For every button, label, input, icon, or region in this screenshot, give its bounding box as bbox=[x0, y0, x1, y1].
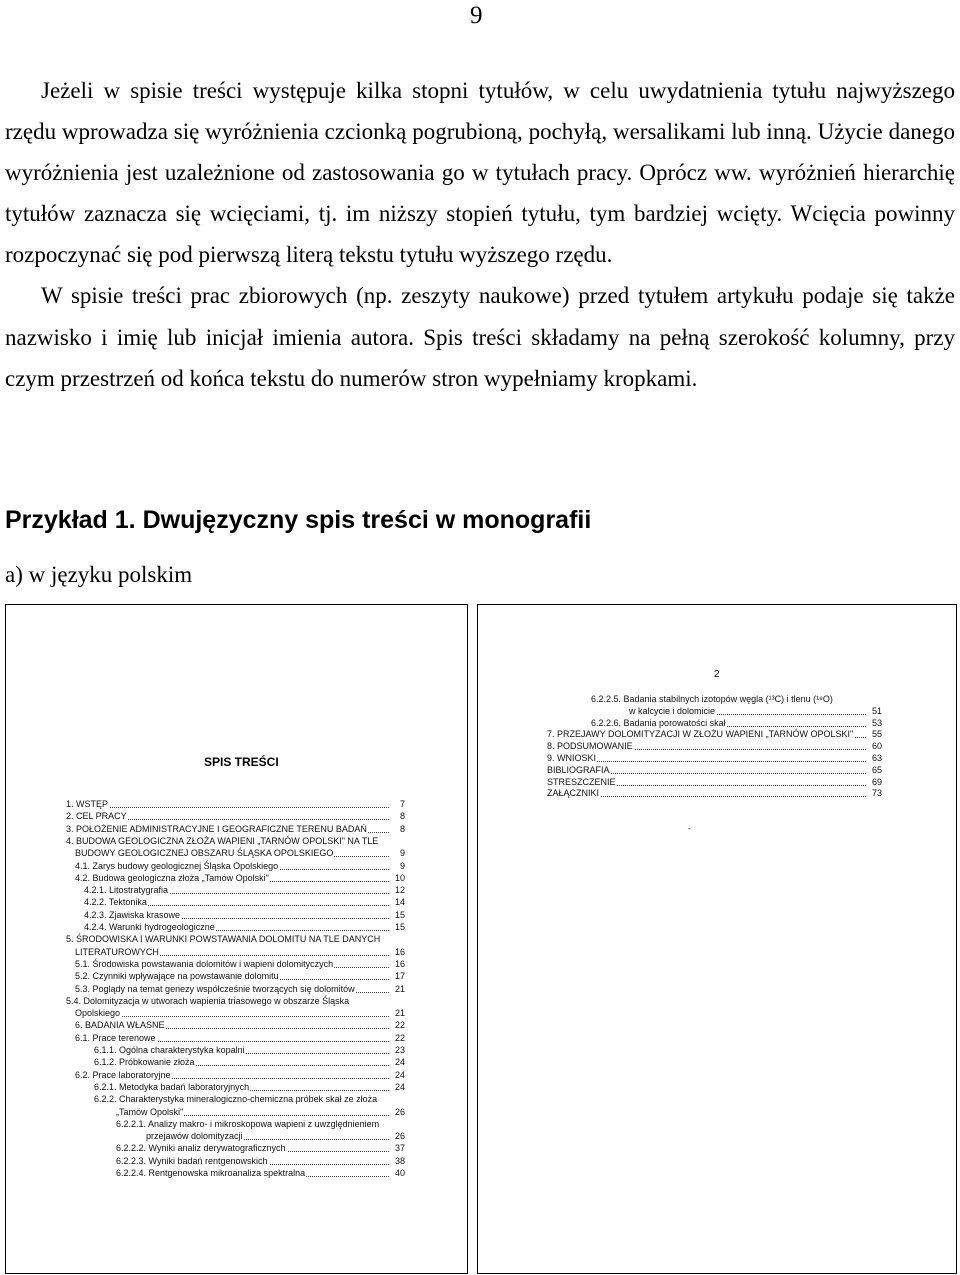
toc-entry-label: 4.2.1. Litostratygrafia bbox=[84, 885, 169, 896]
body-text bbox=[5, 70, 955, 399]
toc-entry-label: 6.2.2.4. Rentgenowska mikroanaliza spektralna bbox=[116, 1168, 306, 1178]
toc-entry-page: 21 bbox=[394, 1008, 405, 1019]
toc-entry-label: 1. WSTĘP bbox=[66, 799, 109, 809]
toc-entry-label: przejawów dolomityzacji bbox=[146, 1131, 243, 1142]
toc-entry-page: 12 bbox=[394, 885, 405, 896]
toc-entry bbox=[547, 777, 882, 788]
toc-entry bbox=[94, 1045, 405, 1056]
toc-entry-page: 9 bbox=[399, 848, 405, 859]
toc-scan-page-2 bbox=[477, 604, 957, 1274]
toc-entry-label: 7. PRZEJAWY DOLOMITYZACJI W ZŁOŻU WAPIENI „TARNÓW OPOLSKI" bbox=[547, 729, 854, 740]
toc-entry-page: 16 bbox=[394, 958, 405, 969]
toc-entry-page: 53 bbox=[871, 717, 882, 728]
toc-entry bbox=[75, 1070, 405, 1081]
toc-entry-page: 37 bbox=[394, 1143, 405, 1154]
toc-entry-label: 4.2.3. Zjawiska krasowe bbox=[84, 909, 181, 920]
toc-entry bbox=[116, 1168, 405, 1179]
toc-entry-label: 5.3. Poglądy na temat genezy współcześnie tworzących się dolomitów bbox=[75, 983, 355, 994]
toc-entry bbox=[547, 729, 882, 740]
toc-entry-page: 69 bbox=[871, 776, 882, 787]
toc-entry-label: 4.1. Zarys budowy geologicznej Śląska Opolskiego bbox=[75, 860, 279, 871]
toc-entry-page: 73 bbox=[871, 788, 882, 799]
page-number: 9 bbox=[470, 2, 483, 29]
toc-entry bbox=[75, 984, 405, 995]
toc-entry bbox=[66, 811, 405, 822]
toc-leader-dots bbox=[66, 799, 389, 808]
toc-entry-page: 15 bbox=[394, 909, 405, 920]
sub-heading: a) w języku polskim bbox=[5, 562, 193, 587]
toc-entry-label: 5.2. Czynniki wpływające na powstawanie dolomitu bbox=[75, 971, 279, 982]
toc-entry-page: 22 bbox=[394, 1020, 405, 1031]
toc-entry bbox=[66, 996, 405, 1007]
toc-entry-label: LITERATUROWYCH bbox=[75, 946, 159, 957]
toc-entry bbox=[146, 1131, 405, 1142]
toc-entry bbox=[94, 1057, 405, 1068]
toc-scan-page-1 bbox=[5, 604, 468, 1274]
toc-entry bbox=[84, 885, 405, 896]
toc-entry-label: 6. BADANIA WŁASNE bbox=[75, 1020, 165, 1031]
toc-entry bbox=[116, 1107, 405, 1118]
toc-entry-label: 6.2. Prace laboratoryjne bbox=[75, 1069, 171, 1080]
toc-leader-dots bbox=[75, 1008, 389, 1017]
toc-entry-page: 65 bbox=[871, 764, 882, 775]
toc-entry-page: 14 bbox=[394, 897, 405, 908]
toc-entry-label: 6.2.1. Metodyka badań laboratoryjnych bbox=[94, 1081, 250, 1092]
toc-entry-page: 10 bbox=[394, 872, 405, 883]
toc-entry bbox=[94, 1094, 405, 1105]
toc-entry bbox=[547, 765, 882, 776]
toc-entry-label: BIBLIOGRAFIA bbox=[547, 764, 610, 775]
toc-entry bbox=[84, 897, 405, 908]
toc-entry-page: 24 bbox=[394, 1081, 405, 1092]
toc-entry-label: BUDOWY GEOLOGICZNEJ OBSZARU ŚLĄSKA OPOLSKIEGO bbox=[75, 848, 334, 859]
toc-entry-page: 17 bbox=[394, 971, 405, 982]
toc-entry-page: 8 bbox=[399, 811, 405, 822]
toc-entry bbox=[116, 1156, 405, 1167]
toc-entry-page: 40 bbox=[394, 1168, 405, 1178]
toc-entry-page: 55 bbox=[871, 729, 882, 740]
toc-entry-label: 6.2.2.1. Analizy makro- i mikroskopowa wapieni z uwzględnieniem bbox=[116, 1118, 380, 1129]
toc-entry-page: 26 bbox=[394, 1131, 405, 1142]
toc-entry-page: 24 bbox=[394, 1069, 405, 1080]
scan-mark: - bbox=[688, 824, 691, 833]
toc-entry-page: 15 bbox=[394, 922, 405, 932]
toc-entry bbox=[66, 934, 405, 945]
paragraph: Jeżeli w spisie treści występuje kilka stopni tytułów, w celu uwydatnienia tytułu najwyższego rzędu wprowadza się wyróżnienia czcionką pogrubioną, pochyłą, wersalikami lub inną. Użycie danego wyróżnienia jest uzależnione od zastosowania go w tytułach pracy. Oprócz ww. wyróżnień hierarchię tytułów zaznacza się wcięciami, tj. im niższy stopień tytułu, tym bardziej wcięty. Wcięcia powinny rozpoczynać się pod pierwszą literą tekstu tytułu wyższego rzędu. bbox=[5, 78, 955, 268]
toc-entry-label: 4.2. Budowa geologiczna złoża „Tamów Opolski" bbox=[75, 872, 269, 883]
toc-entry bbox=[116, 1143, 405, 1154]
toc-entry-page: 26 bbox=[394, 1106, 405, 1117]
toc-title: SPIS TREŚCI bbox=[204, 755, 279, 769]
toc-entry-page: 63 bbox=[871, 753, 882, 763]
toc-entry bbox=[75, 1033, 405, 1044]
toc-entry bbox=[116, 1119, 405, 1130]
toc-entry-page: 9 bbox=[399, 860, 405, 871]
toc-entry-label: 3. POŁOŻENIE ADMINISTRACYJNE I GEOGRAFICZNE TERENU BADAŃ bbox=[66, 823, 367, 834]
toc-entry-label: 4.2.2. Tektonika bbox=[84, 897, 147, 908]
toc-entry bbox=[75, 848, 405, 859]
toc-entry bbox=[94, 1082, 405, 1093]
toc-entry-label: 4.2.4. Warunki hydrogeologiczne bbox=[84, 922, 215, 932]
toc-entry-label: Opolskiego bbox=[75, 1008, 121, 1019]
toc-entry-label: 2. CEL PRACY bbox=[66, 811, 127, 822]
toc-entry-label: ZAŁĄCZNIKI bbox=[547, 788, 600, 799]
scan-page-number: 2 bbox=[714, 669, 720, 680]
toc-entry-label: 6.2.2.6. Badania porowatości skał bbox=[591, 717, 726, 728]
toc-entry-page: 23 bbox=[394, 1045, 405, 1055]
toc-entry-page: 51 bbox=[871, 705, 882, 716]
toc-entry bbox=[547, 788, 882, 799]
toc-entry bbox=[66, 799, 405, 810]
toc-entry-page: 16 bbox=[394, 946, 405, 957]
toc-entry bbox=[66, 824, 405, 835]
toc-entry-page: 38 bbox=[394, 1155, 405, 1166]
toc-entry-page: 24 bbox=[394, 1057, 405, 1068]
toc-entry bbox=[75, 959, 405, 970]
toc-entry bbox=[75, 873, 405, 884]
toc-entry-label: STRESZCZENIE bbox=[547, 776, 616, 787]
toc-entry bbox=[66, 836, 405, 847]
toc-entry bbox=[84, 922, 405, 933]
toc-entry-label: 5. ŚRODOWISKA I WARUNKI POWSTAWANIA DOLOMITU NA TLE DANYCH bbox=[66, 934, 381, 945]
toc-entry-label: 8. PODSUMOWANIE bbox=[547, 741, 633, 752]
paragraph: W spisie treści prac zbiorowych (np. zeszyty naukowe) przed tytułem artykułu podaje się także nazwisko i imię lub inicjał imienia autora. Spis treści składamy na pełną szerokość kolumny, przy czym przestrzeń od końca tekstu do numerów stron wypełniamy kropkami. bbox=[5, 283, 955, 391]
toc-entry-label: 6.1.1. Ogólna charakterystyka kopalni bbox=[94, 1045, 245, 1055]
toc-entry bbox=[547, 753, 882, 764]
toc-entry-page: 7 bbox=[399, 799, 405, 809]
toc-entry bbox=[75, 1020, 405, 1031]
toc-entry-label: 6.2.2. Charakterystyka mineralogiczno-chemiczna próbek skał ze złoża bbox=[94, 1094, 378, 1105]
toc-entry-label: 9. WNIOSKI bbox=[547, 753, 597, 763]
toc-entry-page: 22 bbox=[394, 1032, 405, 1043]
toc-entry bbox=[591, 694, 882, 705]
toc-entry-page: 60 bbox=[871, 741, 882, 752]
toc-entry-label: 6.2.2.3. Wyniki badań rentgenowskich bbox=[116, 1155, 268, 1166]
toc-entry-label: 6.1. Prace terenowe bbox=[75, 1032, 156, 1043]
toc-entry bbox=[84, 910, 405, 921]
toc-entry bbox=[75, 1008, 405, 1019]
toc-entry-label: w kalcycie i dolomicie bbox=[629, 705, 716, 716]
toc-entry bbox=[75, 861, 405, 872]
toc-entry bbox=[75, 971, 405, 982]
toc-entry-label: 6.1.2. Próbkowanie złoża bbox=[94, 1057, 195, 1068]
toc-entry-label: 4. BUDOWA GEOLOGICZNA ZŁOŻA WAPIENI „TARNÓW OPOLSKI" NA TLE bbox=[66, 835, 379, 846]
toc-entry-label: 6.2.2.5. Badania stabilnych izotopów węgla (¹³C) i tlenu (¹⁸O) bbox=[591, 694, 833, 704]
toc-entry-label: 5.1. Środowiska powstawania dolomitów i wapieni dolomityczych bbox=[75, 958, 334, 969]
toc-entry-page: 21 bbox=[394, 983, 405, 994]
toc-entry bbox=[547, 741, 882, 752]
example-heading: Przykład 1. Dwujęzyczny spis treści w monografii bbox=[5, 506, 592, 534]
toc-entry-label: „Tamów Opolski" bbox=[116, 1106, 184, 1117]
toc-entry bbox=[629, 706, 882, 717]
toc-entry-label: 5.4. Dolomityzacja w utworach wapienia triasowego w obszarze Śląska bbox=[66, 995, 350, 1006]
toc-entry-label: 6.2.2.2. Wyniki analiz derywatograficznych bbox=[116, 1143, 286, 1154]
toc-entry bbox=[591, 718, 882, 729]
toc-entry bbox=[75, 947, 405, 958]
toc-entry-page: 8 bbox=[399, 823, 405, 834]
